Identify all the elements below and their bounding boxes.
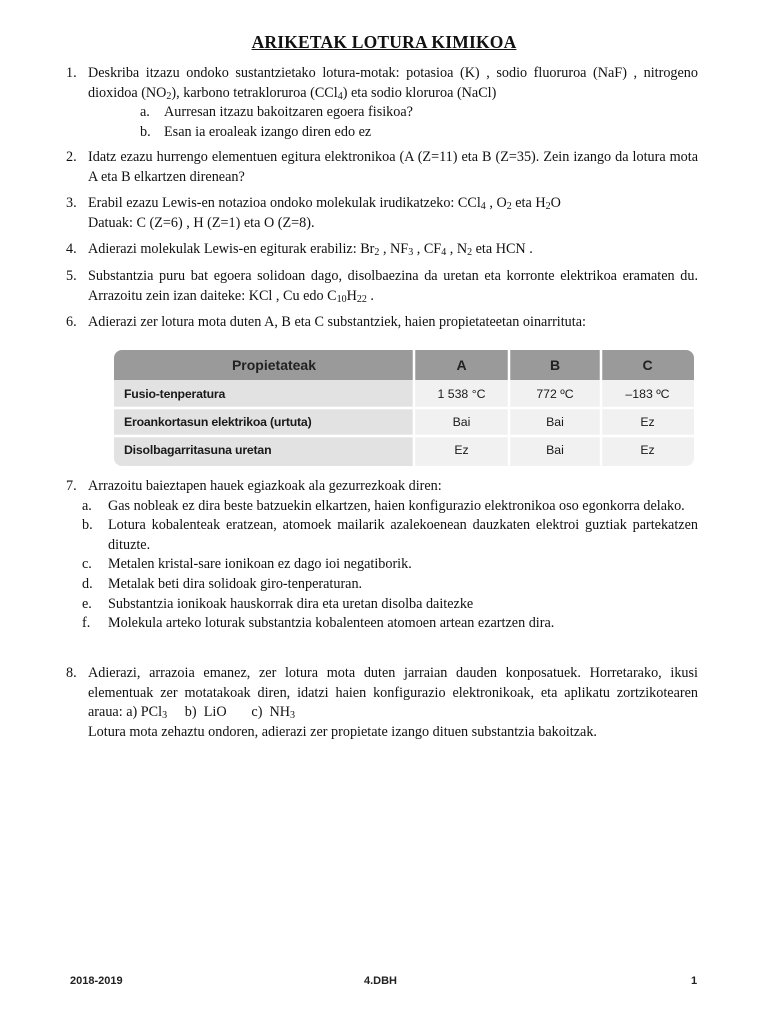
question-6 <box>66 313 698 333</box>
table-row-label: Eroankortasun elektrikoa (urtuta) <box>124 415 312 429</box>
question-text: b) LiO c) NH <box>167 704 290 721</box>
footer-year: 2018-2019 <box>70 975 123 987</box>
question-text: H <box>346 287 357 304</box>
sub-question-text: Aurresan itzazu bakoitzaren egoera fisikoa? <box>164 104 413 121</box>
table-cell: 1 538 °C <box>437 387 486 401</box>
question-text: Arrazoitu baieztapen hauek egiazkoak ala gezurrezkoak diren: <box>88 478 442 494</box>
sub-question <box>82 614 698 634</box>
subscript: 2 <box>506 201 512 212</box>
subscript: 10 <box>336 293 347 305</box>
question-number: 2. <box>66 149 77 165</box>
question-text: , CF <box>413 241 442 257</box>
sub-question-letter: f. <box>82 615 91 632</box>
sub-question <box>82 595 698 615</box>
question-text: , N <box>446 241 468 257</box>
sub-question <box>82 555 698 575</box>
question-text: Erabil ezazu Lewis-en notazioa ondoko molekulak irudikatzeko: CCl <box>88 195 481 211</box>
sub-question-letter: d. <box>82 575 93 592</box>
question-text: eta H <box>511 195 546 211</box>
page-title: ARIKETAK LOTURA KIMIKOA <box>251 32 517 52</box>
sub-question-letter: c. <box>82 556 92 573</box>
subscript: 3 <box>408 247 414 258</box>
question-text: , NF <box>379 241 409 257</box>
question-text-line2: Lotura mota zehaztu ondoren, adierazi zer propietate izango dituen substantzia bakoitzak. <box>88 723 597 740</box>
subscript: 3 <box>162 710 168 722</box>
sub-question-letter: a. <box>82 497 92 514</box>
question-number: 8. <box>66 665 77 681</box>
question-text: Deskriba itzazu ondoko sustantzietako lotura-motak: potasioa (K) , sodio fluoruroa (NaF) , nitrogeno dioxidoa (NO <box>88 65 698 101</box>
question-text: Adierazi, arrazoia emanez, zer lotura mota duten jarraian dauden konposatuek. Horretarako, ikusi elementuak zer motatakoak diren, idatzi haien konfigurazio elektronikoak, eta aplikatu zortzikotearen araua: a) PCl <box>88 665 698 721</box>
question-number: 3. <box>66 195 77 211</box>
footer-page-number: 1 <box>691 975 698 987</box>
question-text: Substantzia puru bat egoera solidoan dago, disolbaezina da uretan eta korronte elektrikoa eramaten du. Arrazoitu zein izan daiteke: KCl , Cu edo C <box>88 268 698 304</box>
sub-question <box>82 497 698 517</box>
subscript: 2 <box>545 201 551 212</box>
question-data-line: Datuak: C (Z=6) , H (Z=1) eta O (Z=8). <box>88 214 315 231</box>
sub-question <box>82 575 698 595</box>
sub-question-text: Lotura kobalenteak eratzean, atomoek mailarik azalekoenean dauzkaten elektroi guztiak partekatzen dituzte. <box>108 517 698 553</box>
subscript: 4 <box>480 201 486 212</box>
sub-question-text: Metalak beti dira solidoak giro-tenperaturan. <box>108 575 363 592</box>
subscript: 2 <box>374 247 380 258</box>
sub-question-text: Molekula arteko loturak substantzia kobalenteen atomoen artean ezartzen dira. <box>108 615 555 632</box>
question-number: 5. <box>66 268 77 284</box>
question-3 <box>66 194 698 233</box>
question-number: 6. <box>66 314 77 330</box>
question-text: Adierazi molekulak Lewis-en egiturak erabiliz: Br <box>88 241 375 257</box>
table-row-label: Disolbagarritasuna uretan <box>124 443 272 457</box>
question-number: 1. <box>66 65 77 81</box>
question-7 <box>66 477 698 634</box>
subscript: 2 <box>467 247 473 258</box>
question-text: Idatz ezazu hurrengo elementuen egitura elektronikoa (A (Z=11) eta B (Z=35). Zein izango da lotura mota A eta B elkartzen direnean? <box>88 149 698 185</box>
question-text: . <box>366 287 374 304</box>
sub-question-text: Substantzia ionikoak hauskorrak dira eta uretan disolba daitezke <box>108 595 474 612</box>
sub-question-letter: b. <box>82 517 93 534</box>
sub-question-letter: e. <box>82 595 92 612</box>
sub-question <box>82 516 698 555</box>
sub-question-letter: b. <box>140 123 151 140</box>
subscript: 4 <box>337 90 343 102</box>
sub-question-text: Gas nobleak ez dira beste batzuekin elkartzen, haien konfigurazio elektronikoa oso egonkorra delako. <box>108 497 685 514</box>
table-row-label: Fusio-tenperatura <box>124 387 226 401</box>
table-cell: Bai <box>452 415 471 429</box>
question-text: eta HCN . <box>472 241 533 257</box>
table-cell: Ez <box>640 415 655 429</box>
sub-question-text: Esan ia eroaleak izango diren edo ez <box>164 123 372 140</box>
table-cell: Ez <box>640 443 655 457</box>
question-1 <box>66 64 698 142</box>
table-cell: Bai <box>546 443 564 457</box>
table-cell: Bai <box>546 415 564 429</box>
question-text: Adierazi zer lotura mota duten A, B eta C substantziek, haien propietateetan oinarrituta: <box>88 314 586 330</box>
question-text: O <box>550 195 561 211</box>
table-header-c: C <box>642 357 653 373</box>
table-cell: Ez <box>454 443 469 457</box>
table-header-a: A <box>456 357 467 373</box>
question-text: ), karbono tetrakloruroa (CCl <box>171 84 338 101</box>
subscript: 3 <box>290 710 295 722</box>
table-cell: –183 ºC <box>625 387 670 401</box>
question-number: 4. <box>66 241 77 257</box>
question-4 <box>66 240 698 260</box>
question-2 <box>66 148 698 187</box>
subscript: 2 <box>166 90 172 102</box>
question-text: , O <box>485 195 507 211</box>
properties-table <box>114 350 694 466</box>
question-number: 7. <box>66 478 77 494</box>
table-header-properties: Propietateak <box>231 357 317 373</box>
footer-course: 4.DBH <box>364 975 398 987</box>
subscript: 4 <box>441 247 447 258</box>
subscript: 22 <box>356 293 367 305</box>
table-header-b: B <box>549 357 561 373</box>
sub-question-list <box>82 497 698 634</box>
sub-question-list <box>140 103 698 142</box>
question-8 <box>66 664 698 742</box>
question-text: ) eta sodio kloruroa (NaCl) <box>342 84 497 101</box>
table-cell: 772 ºC <box>536 387 574 401</box>
sub-question <box>140 103 698 123</box>
question-5 <box>66 267 698 306</box>
sub-question-text: Metalen kristal-sare ionikoan ez dago ioi negatiborik. <box>108 556 412 573</box>
sub-question <box>140 123 698 143</box>
sub-question-letter: a. <box>140 104 150 121</box>
